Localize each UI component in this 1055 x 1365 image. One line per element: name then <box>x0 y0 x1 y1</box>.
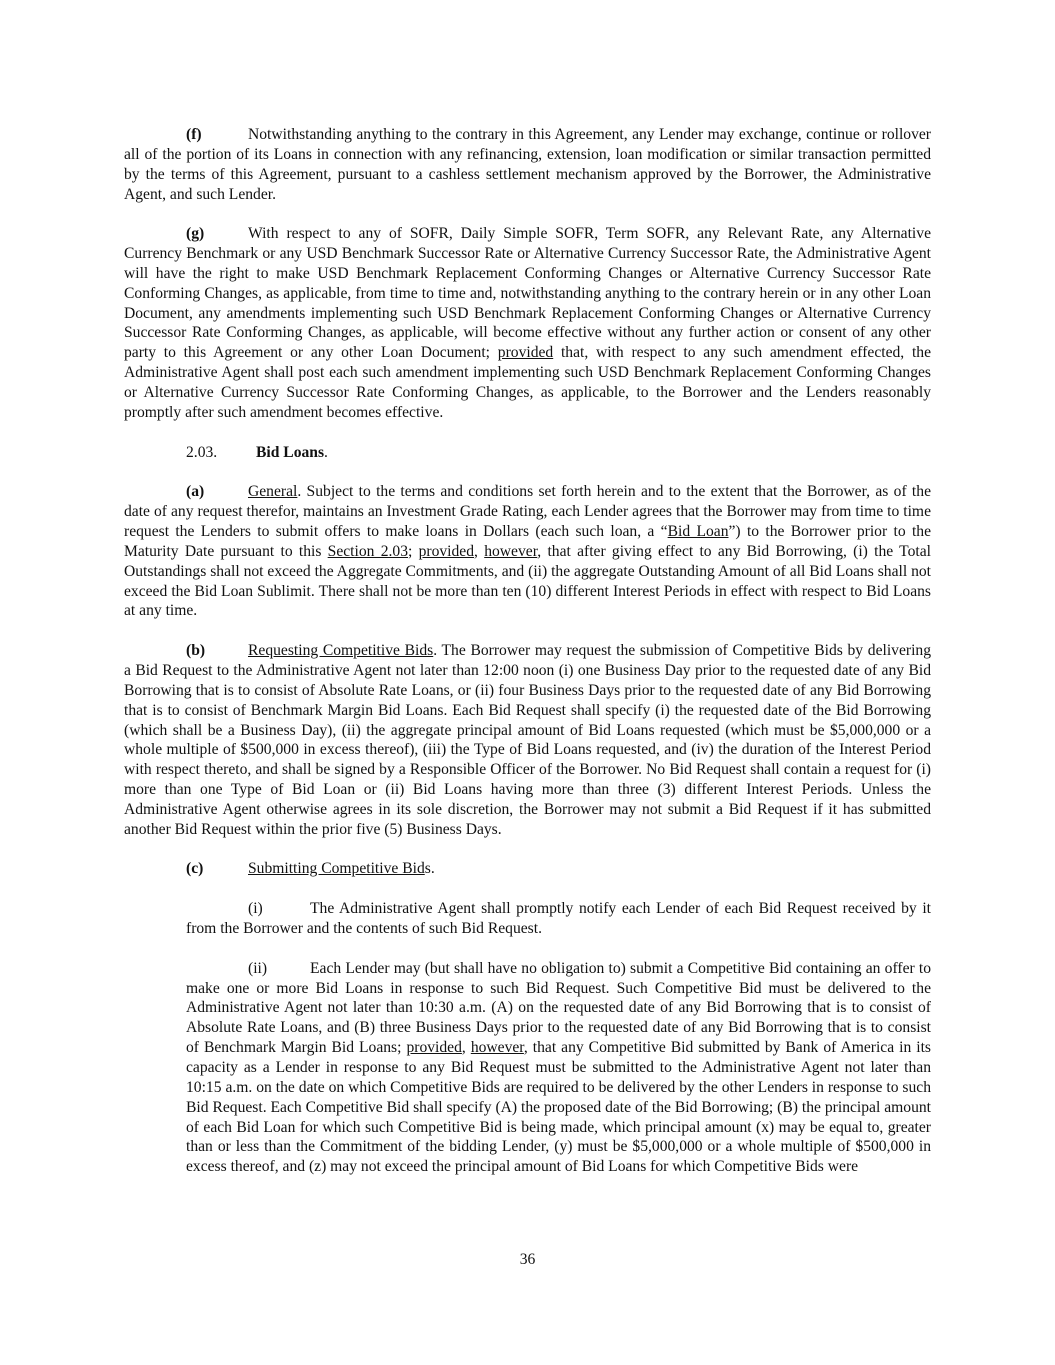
defined-term-however: however <box>470 1039 524 1057</box>
defined-term-provided: provided <box>497 344 554 362</box>
paragraph-c-i <box>186 899 931 939</box>
paragraph-label: Submitting Competitive Bid <box>248 860 425 878</box>
paragraph-g <box>124 224 931 422</box>
paragraph-marker: (c) <box>186 860 204 878</box>
paragraph-text: , that any Competitive Bid submitted by Bank of America in its capacity as a Lender in response to any Bid Request must be submitted to the Administrative Agent not later than 10:15 a.m. on the date on which Competitive Bids are required to be delivered by the other Lenders in response to such Bid Request. Each Competitive Bid shall specify (A) the proposed date of the Bid Borrowing; (B) the principal amount of each Bid Loan for which such Competitive Bid is being made, which principal amount (x) may be equal to, greater than or less than the Commitment of the bidding Lender, (y) must be $5,000,000 or a whole multiple of $500,000 in excess thereof, and (z) may not exceed the principal amount of Bid Loans for which Competitive Bids were <box>186 1039 931 1176</box>
paragraph-text: , that after giving effect to any Bid Borrowing, (i) the Total Outstandings shall not exceed the Aggregate Commitments, and (ii) the aggregate Outstanding Amount of all Bid Loans shall not exceed the Bid Loan Sublimit. There shall not be more than ten (10) different Interest Periods in effect with respect to Bid Loans at any time. <box>124 542 931 620</box>
separator: , <box>474 542 485 560</box>
paragraph-label: Requesting Competitive Bids <box>248 642 434 660</box>
defined-term-however: however <box>484 542 538 560</box>
paragraph-label: General <box>248 483 298 501</box>
separator: ; <box>408 542 419 560</box>
page-number: 36 <box>519 1251 536 1268</box>
paragraph-text: Notwithstanding anything to the contrary in this Agreement, any Lender may exchange, continue or rollover all of the portion of its Loans in connection with any refinancing, extension, loan modification or similar transaction permitted by the terms of this Agreement, pursuant to a cashless settlement mechanism approved by the Borrower, the Administrative Agent, and such Lender. <box>124 126 931 203</box>
section-heading <box>186 443 931 463</box>
paragraph-marker: (a) <box>186 483 205 501</box>
paragraph-text: . The Borrower may request the submission of Competitive Bids by delivering a Bid Request to the Administrative Agent not later than 12:00 noon (i) one Business Day prior to the requested date of any Bid Borrowing that is to consist of Absolute Rate Loans, or (ii) four Business Days prior to the requested date of any Bid Borrowing that is to consist of Benchmark Margin Bid Loans. Each Bid Request shall specify (i) the requested date of the Bid Borrowing (which shall be a Business Day), (ii) the aggregate principal amount of Bid Loans requested (which must be $5,000,000 or a whole multiple of $500,000 in excess thereof), (iii) the Type of Bid Loans requested, and (iv) the duration of the Interest Period with respect thereto, and shall be signed by a Responsible Officer of the Borrower. No Bid Request shall contain a request for (i) more than one Type of Bid Loan or (ii) Bid Loans having more than three (3) different Interest Periods. Unless the Administrative Agent otherwise agrees in its sole discretion, the Borrower may not submit a Bid Request if it has submitted another Bid Request within the prior five (5) Business Days. <box>124 642 932 838</box>
paragraph-text: ”) to the Borrower prior to the Maturity Date pursuant to this <box>124 523 931 560</box>
section-title-end: . <box>324 443 328 461</box>
defined-term-provided: provided <box>406 1039 462 1057</box>
paragraph-text: The Administrative Agent shall promptly notify each Lender of each Bid Request received by it from the Borrower and the contents of such Bid Request. <box>186 900 931 938</box>
paragraph-text: With respect to any of SOFR, Daily Simple SOFR, Term SOFR, any Relevant Rate, any Alternative Currency Benchmark or any USD Benchmark Successor Rate or Alternative Currency Successor Rate, the Administrative Agent will have the right to make USD Benchmark Replacement Conforming Changes or Alternative Currency Successor Rate Conforming Changes, as applicable, from time to time and, notwithstanding anything to the contrary herein or in any other Loan Document, any amendments implementing such USD Benchmark Replacement Conforming Changes or Alternative Currency Successor Rate Conforming Changes, as applicable, will become effective without any further action or consent of any other party to this Agreement or any other Loan Document; <box>124 225 931 362</box>
paragraph-marker: (g) <box>186 225 205 243</box>
paragraph-text: Each Lender may (but shall have no obligation to) submit a Competitive Bid containing an offer to make one or more Bid Loans in response to such Bid Request. Such Competitive Bid must be delivered to the Administrative Agent not later than 10:30 a.m. (A) on the requested date of any Bid Borrowing that is to consist of Absolute Rate Loans, and (B) three Business Days prior to the requested date of any Bid Borrowing that is to consist of Benchmark Margin Bid Loans; <box>186 959 931 1057</box>
section-title: Bid Loans <box>256 443 325 461</box>
paragraph-a <box>124 482 931 621</box>
separator: , <box>461 1039 471 1057</box>
paragraph-text: that, with respect to any such amendment effected, the Administrative Agent shall post each such amendment implementing such USD Benchmark Replacement Conforming Changes or Alternative Currency Successor Rate Conforming Changes, as applicable, to the Borrower and the Lenders reasonably promptly after such amendment becomes effective. <box>124 344 931 421</box>
paragraph-marker: (b) <box>186 642 206 660</box>
document-page <box>124 125 931 1197</box>
defined-term-bid-loan: Bid Loan <box>667 523 729 541</box>
paragraph-marker: (ii) <box>248 959 268 977</box>
paragraph-label-end: s. <box>424 860 435 878</box>
paragraph-c <box>186 859 931 879</box>
paragraph-f <box>124 125 931 204</box>
paragraph-b <box>124 641 931 839</box>
section-number: 2.03. <box>186 443 218 461</box>
paragraph-c-ii <box>186 959 931 1177</box>
paragraph-marker: (i) <box>248 900 263 918</box>
paragraph-text: . Subject to the terms and conditions set forth herein and to the extent that the Borrower, as of the date of any request therefor, maintains an Investment Grade Rating, each Lender agrees that the Borrower may from time to time request the Lenders to submit offers to make loans in Dollars (each such loan, a “ <box>124 483 931 541</box>
paragraph-marker: (f) <box>186 126 202 143</box>
section-reference: Section 2.03 <box>327 542 408 560</box>
defined-term-provided: provided <box>418 542 475 560</box>
